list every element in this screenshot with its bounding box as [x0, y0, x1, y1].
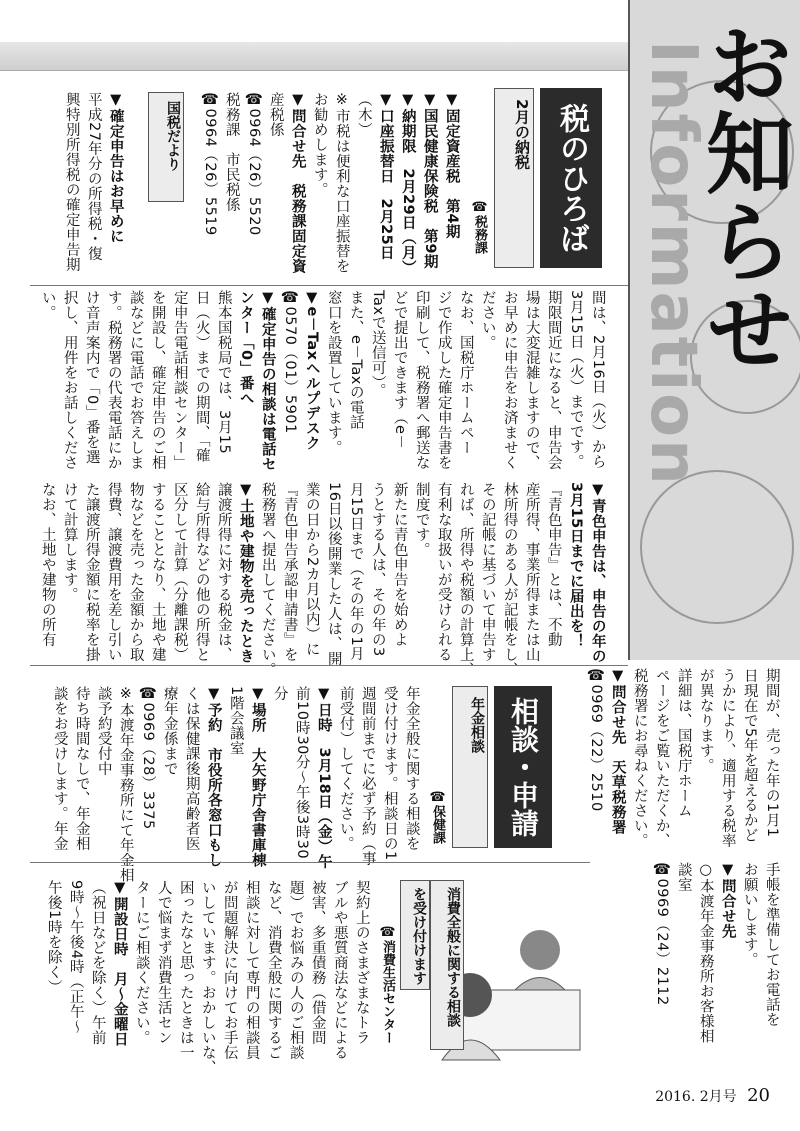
tax-line: ☎0964（26）5520: [245, 92, 262, 236]
aoiro-line: 『青色申告』とは、不動: [545, 482, 562, 647]
tax-line: ▼口座振替日 2月25日: [377, 92, 394, 261]
pension-line: ▼予約 市役所各窓口もし: [205, 686, 222, 868]
tax-line: （木）: [355, 92, 372, 137]
tax-line: ▼納期限 2月29日（月）: [399, 92, 416, 276]
tax-line: ▼国民健康保険税 第9期: [421, 92, 438, 270]
mid-line: どで提出できます（e－: [391, 290, 408, 450]
aoiro-line: た譲渡所得金額に税率を掛: [83, 482, 100, 662]
pension-line: 分: [271, 686, 288, 701]
aoiro-line: なお、土地や建物の所有: [39, 482, 56, 647]
aoiro-line: 物などを売った金額から取: [127, 482, 144, 662]
aoiro-line: 有利な取扱いが受けられる: [435, 482, 452, 662]
information-banner: [628, 0, 800, 660]
kokuzei-line: ▼確定申告はお早めに: [107, 92, 124, 244]
tax-line: ☎0964（26）5519: [201, 92, 218, 236]
mid-line: ジで作成した確定申告書を: [435, 290, 452, 470]
aoiro-line: 給与所得などの他の所得と: [193, 482, 210, 662]
rb-line: ▼問合せ先: [719, 862, 736, 939]
aoiro-line: 16日以後開業した人は、開: [325, 482, 342, 667]
rt-line: うかにより、適用する税率: [719, 668, 736, 848]
dept-consumer: ☎消費生活センター: [380, 925, 395, 1044]
aoiro-line: けて計算します。: [61, 482, 78, 602]
pension-line: ☎0969（28）3375: [139, 686, 156, 830]
mid-line: また、e－Taxの電話: [347, 290, 364, 430]
consumer-line: 契約上のさまざまなトラ: [353, 880, 370, 1045]
mid-line: 場は大変混雑しますので、: [523, 290, 540, 470]
consumer-line: いしています。おかしいな、: [199, 880, 216, 1075]
tax-line: ▼固定資産税 第4期: [443, 92, 460, 240]
pension-line: 受け付けます。相談日の1: [381, 686, 398, 861]
aoiro-line: 区分して計算（分離課税）: [171, 482, 188, 662]
dept-health: ☎保健課: [430, 790, 445, 844]
aoiro-line: 『青色申告承認申請書』を: [281, 482, 298, 662]
mid-line: 印刷して、税務署へ郵送な: [413, 290, 430, 470]
aoiro-line: 産所得、事業所得または山: [523, 482, 540, 662]
pension-line: 1階会議室: [227, 686, 244, 756]
page-footer: [655, 1085, 770, 1106]
rt-line: 詳細は、国税庁ホーム: [675, 668, 692, 818]
issue-label: 2016. 2月号: [655, 1089, 737, 1105]
aoiro-line: ▼土地や建物を売ったとき: [237, 482, 254, 664]
tax-line: 税務課 市民税係: [223, 92, 240, 212]
page-number: 20: [747, 1085, 770, 1106]
heading-consumer-2: を受け付けます: [400, 880, 430, 990]
mid-line: ▼e－Taxヘルプデスク: [303, 290, 320, 451]
label-kokuzei: 国税だより: [148, 92, 184, 202]
pension-line: 年金全般に関する相談を: [403, 686, 420, 851]
consumer-line: 相談に対して専門の相談員: [243, 880, 260, 1060]
pension-line: くは保健課後期高齢者医: [183, 686, 200, 851]
tax-line: ※市税は便利な口座振替を: [333, 92, 350, 274]
rb-line: 談室: [675, 862, 692, 892]
aoiro-line: 譲渡所得に対する税金は、: [215, 482, 232, 662]
consumer-line: 困ったなと思ったときは一: [177, 880, 194, 1060]
mid-line: なお、国税庁ホームペー: [457, 290, 474, 455]
subheading-pension: 年金相談: [452, 686, 488, 848]
rt-line: 日現在で5年を超えるかど: [741, 668, 758, 843]
aoiro-line: 月15日まで（その年の1月: [347, 482, 364, 662]
rt-line: 税務署にお尋ねください。: [631, 668, 648, 848]
mid-line: ンター「0」番へ: [237, 290, 254, 406]
subheading-feb-tax: 2月の納税: [494, 88, 534, 268]
rt-line: ページをご覧いただくか、: [653, 668, 670, 848]
consumer-line: （祝日などを除く）午前: [89, 880, 106, 1045]
header-bar: [0, 42, 630, 71]
pension-line: 療年金係まで: [161, 686, 178, 776]
aoiro-line: 得費、譲渡費用を差し引い: [105, 482, 122, 662]
pension-line: 前受付）してください。: [337, 686, 354, 851]
mid-line: 談などに電話でお答えしま: [127, 290, 144, 470]
heading-consumer-1: 消費全般に関する相談: [430, 880, 464, 1050]
consumer-line: ブルや悪質商法などによる: [331, 880, 348, 1060]
aoiro-line: その記帳に基づいて申告す: [479, 482, 496, 662]
mid-line: 窓口を設置しています。: [325, 290, 342, 455]
mid-line: 熊本国税局では、3月15: [215, 290, 232, 455]
consumer-line: 題）でお悩みの人のご相談: [287, 880, 304, 1060]
section-heading-consult: 相談・申請: [494, 686, 552, 848]
aoiro-line: 林所得のある人が記帳をし、: [501, 482, 518, 677]
consumer-line: 被害、多重債務（借金問: [309, 880, 326, 1045]
aoiro-line: 業の日から2カ月以内）に: [303, 482, 320, 657]
consumer-line: 9時～午後4時（正午～: [67, 880, 84, 1035]
rt-line: ☎0969（22）2510: [587, 668, 604, 812]
pension-line: 前10時30分～午後3時30: [293, 686, 310, 860]
rb-line: ☎0969（24）2112: [653, 862, 670, 1006]
pension-line: ▼日時 3月18日（金）午: [315, 686, 332, 870]
rb-line: ○本渡年金事務所お客様相: [697, 862, 714, 1044]
aoiro-line: 3月15日までに届出を！: [567, 482, 584, 649]
consumer-line: など、消費全般に関するご: [265, 880, 282, 1060]
mid-line: 定申告電話相談センター」: [171, 290, 188, 470]
section-heading-tax: 税のひろば: [540, 88, 602, 268]
consumer-line: が問題解決に向けてお手伝: [221, 880, 238, 1060]
mid-line: い。: [39, 290, 56, 320]
pension-line: 週間前までに必ず予約（事: [359, 686, 376, 866]
page-title: お知らせ: [692, 20, 795, 372]
person-head: [520, 930, 560, 970]
aoiro-line: うとする人は、その年の3: [369, 482, 386, 657]
information-watermark: Information: [636, 40, 710, 487]
tax-line: 産税係: [267, 92, 284, 137]
aoiro-line: ▼青色申告は、申告の年の: [589, 482, 606, 664]
aoiro-line: れば、所得や税額の計算上、: [457, 482, 474, 677]
mid-line: す。税務署の代表電話にか: [105, 290, 122, 470]
rt-line: が異なります。: [697, 668, 714, 773]
pension-line: ▼場所 大矢野庁舎書庫棟: [249, 686, 266, 868]
mid-line: ☎0570（01）5901: [281, 290, 298, 434]
aoiro-line: することとなり、土地や建: [149, 482, 166, 662]
consumer-line: ▼開設日時 月～金曜日: [111, 880, 128, 1047]
consumer-line: 人で悩まず消費生活セン: [155, 880, 172, 1045]
mid-line: Taxで送信可）。: [369, 290, 386, 399]
consumer-line: 午後1時を除く）: [45, 880, 62, 995]
mid-line: を開設し、確定申告のご相: [149, 290, 166, 470]
aoiro-line: 新たに青色申告を始めよ: [391, 482, 408, 647]
rb-line: 手帳を準備してお電話を: [763, 862, 780, 1027]
rb-line: お願いします。: [741, 862, 758, 967]
person-body: [515, 978, 565, 991]
mid-line: 期限間近になると、申告会: [545, 290, 562, 470]
pension-line: 談予約受付中: [95, 686, 112, 776]
pension-line: 待ち時間なしで、年金相: [73, 686, 90, 851]
mid-line: お早めに申告をお済ませく: [501, 290, 518, 470]
aoiro-line: 税務署へ提出してください。: [259, 482, 276, 677]
mid-line: 日（火）までの期間、「確: [193, 290, 210, 463]
kokuzei-line: 平成27年分の所得税・復: [85, 92, 102, 262]
pension-line: ※本渡年金事務所にて年金相: [117, 686, 134, 883]
decor-circle: [640, 470, 794, 624]
tax-line: お勧めします。: [311, 92, 328, 197]
rt-line: ▼問合せ先 天草税務署: [609, 668, 626, 835]
pension-line: 談をお受けします。年金: [51, 686, 68, 851]
rt-line: 期間が、売った年の1月1: [763, 668, 780, 838]
divider: [30, 665, 628, 666]
divider: [30, 862, 590, 863]
divider: [30, 285, 628, 286]
mid-line: ▼確定申告の相談は電話セ: [259, 290, 276, 472]
aoiro-line: 制度です。: [413, 482, 430, 557]
dept-tax: ☎税務課: [472, 200, 487, 254]
tax-line: ▼問合せ先 税務課固定資: [289, 92, 306, 274]
mid-line: ださい。: [479, 290, 496, 350]
consumer-line: ターにご相談ください。: [133, 880, 150, 1045]
kokuzei-line: 興特別所得税の確定申告期: [63, 92, 80, 272]
mid-line: 間は、2月16日（火）から: [589, 290, 606, 470]
mid-line: 択し、用件をお話しくださ: [61, 290, 78, 470]
mid-line: 3月15日（火）までです。: [567, 290, 584, 470]
mid-line: け音声案内で「0」番を選: [83, 290, 100, 465]
